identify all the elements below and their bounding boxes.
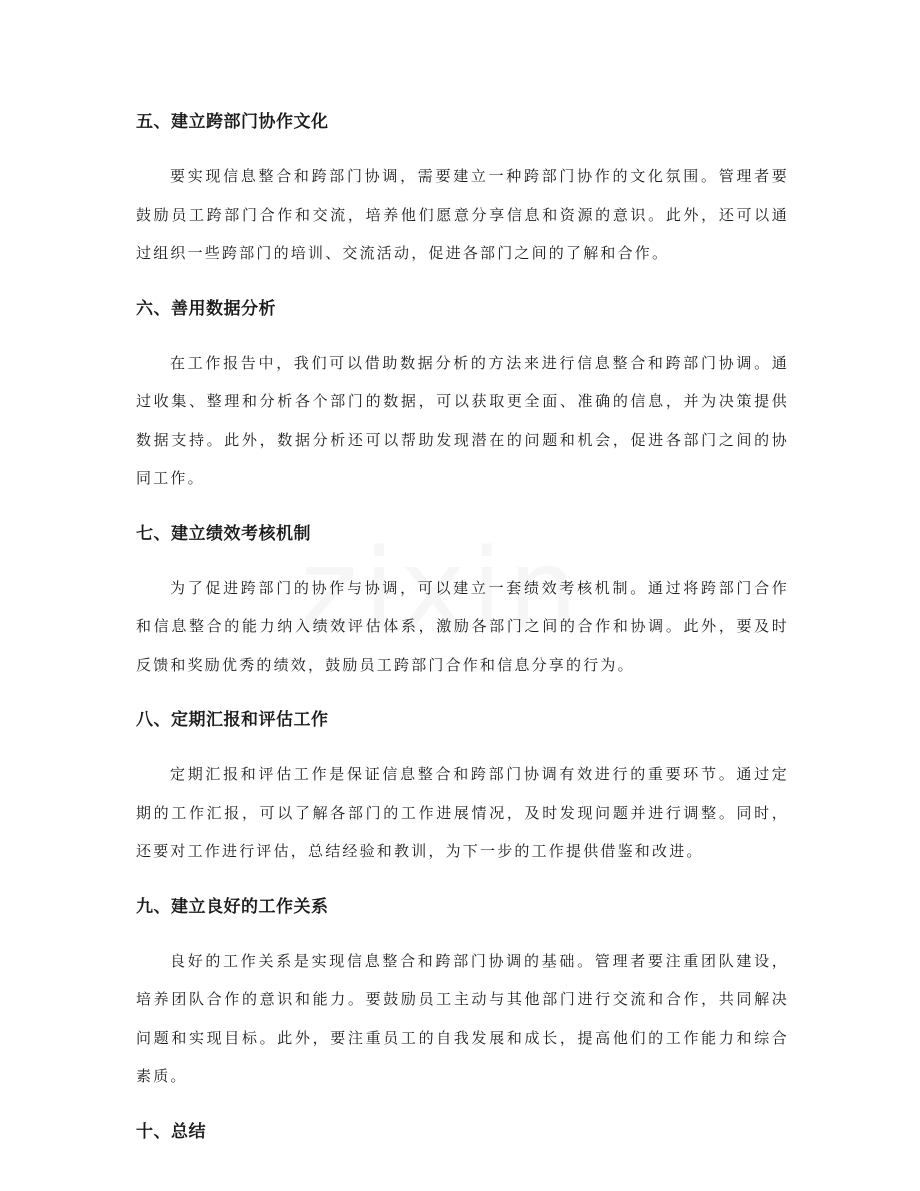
section-paragraph: 良好的工作关系是实现信息整合和跨部门协调的基础。管理者要注重团队建设，培养团队合作的意识和能力。要鼓励员工主动与其他部门进行交流和合作，共同解决问题和实现目标。此外，要注重员工的自我发展和成长，提高他们的工作能力和综合素质。 <box>136 951 789 1085</box>
section-heading: 五、建立跨部门协作文化 <box>136 112 329 132</box>
section-paragraph: 定期汇报和评估工作是保证信息整合和跨部门协调有效进行的重要环节。通过定期的工作汇报，可以了解各部门的工作进展情况，及时发现问题并进行调整。同时，还要对工作进行评估，总结经验和教训，为下一步的工作提供借鉴和改进。 <box>136 765 789 860</box>
section-heading: 九、建立良好的工作关系 <box>136 896 329 917</box>
section-10 <box>136 1114 789 1150</box>
section-9 <box>136 889 789 1096</box>
section-paragraph: 要实现信息整合和跨部门协调，需要建立一种跨部门协作的文化氛围。管理者要鼓励员工跨部门合作和交流，培养他们愿意分享信息和资源的意识。此外，还可以通过组织一些跨部门的培训、交流活动，促进各部门之间的了解和合作。 <box>136 167 789 262</box>
section-heading: 八、定期汇报和评估工作 <box>136 710 329 730</box>
section-6 <box>136 291 789 498</box>
section-paragraph: 为了促进跨部门的协作与协调，可以建立一套绩效考核机制。通过将跨部门合作和信息整合的能力纳入绩效评估体系，激励各部门之间的合作和协调。此外，要及时反馈和奖励优秀的绩效，鼓励员工跨部门合作和信息分享的行为。 <box>136 578 789 674</box>
section-paragraph: 在工作报告中，我们可以借助数据分析的方法来进行信息整合和跨部门协调。通过收集、整理和分析各个部门的数据，可以获取更全面、准确的信息，并为决策提供数据支持。此外，数据分析还可以帮助发现潜在的问题和机会，促进各部门之间的协同工作。 <box>136 353 789 487</box>
section-heading: 十、总结 <box>136 1121 206 1142</box>
section-heading: 六、善用数据分析 <box>136 298 276 319</box>
section-7 <box>136 516 789 685</box>
section-heading: 七、建立绩效考核机制 <box>136 523 311 544</box>
section-5 <box>136 104 789 273</box>
section-8 <box>136 702 789 871</box>
